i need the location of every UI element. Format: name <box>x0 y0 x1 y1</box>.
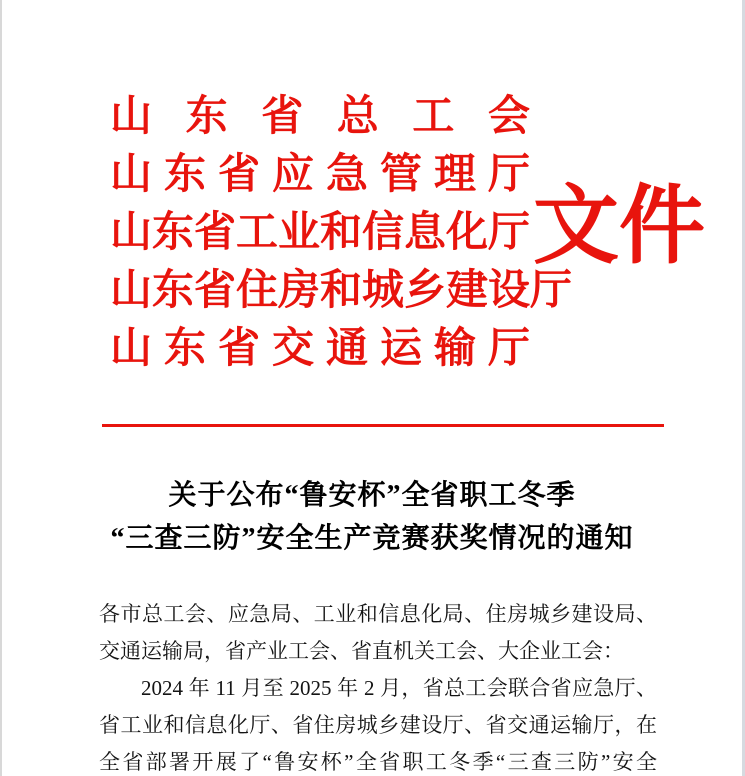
org-name-line-5: 山东省交通运输厅 <box>110 326 530 372</box>
body-line: 全省部署开展了“鲁安杯”全省职工冬季“三查三防”安全 <box>99 750 657 774</box>
org-name-line-2: 山东省应急管理厅 <box>110 152 530 198</box>
letterhead <box>110 88 573 378</box>
body-line: 2024 年 11 月至 2025 年 2 月，省总工会联合省应急厅、 <box>141 676 657 700</box>
org-name-line-4: 山东省住房和城乡建设厅 <box>110 268 573 314</box>
document-title-line-1: 关于公布“鲁安杯”全省职工冬季 <box>168 480 576 511</box>
org-name-line-3: 山东省工业和信息化厅 <box>110 210 531 256</box>
document-title-line-2: “三查三防”安全生产竞赛获奖情况的通知 <box>110 523 634 554</box>
org-name-line-1: 山东省总工会 <box>110 94 530 140</box>
body-line: 各市总工会、应急局、工业和信息化局、住房城乡建设局、 <box>99 602 657 626</box>
body-line: 交通运输局，省产业工会、省直机关工会、大企业工会： <box>99 639 624 663</box>
red-divider-line <box>102 424 664 427</box>
document-body <box>99 596 657 776</box>
document-title <box>2 474 742 560</box>
body-line: 省工业和信息化厅、省住房城乡建设厅、省交通运输厅，在 <box>99 713 657 737</box>
document-type-label: 文件 <box>533 178 705 274</box>
